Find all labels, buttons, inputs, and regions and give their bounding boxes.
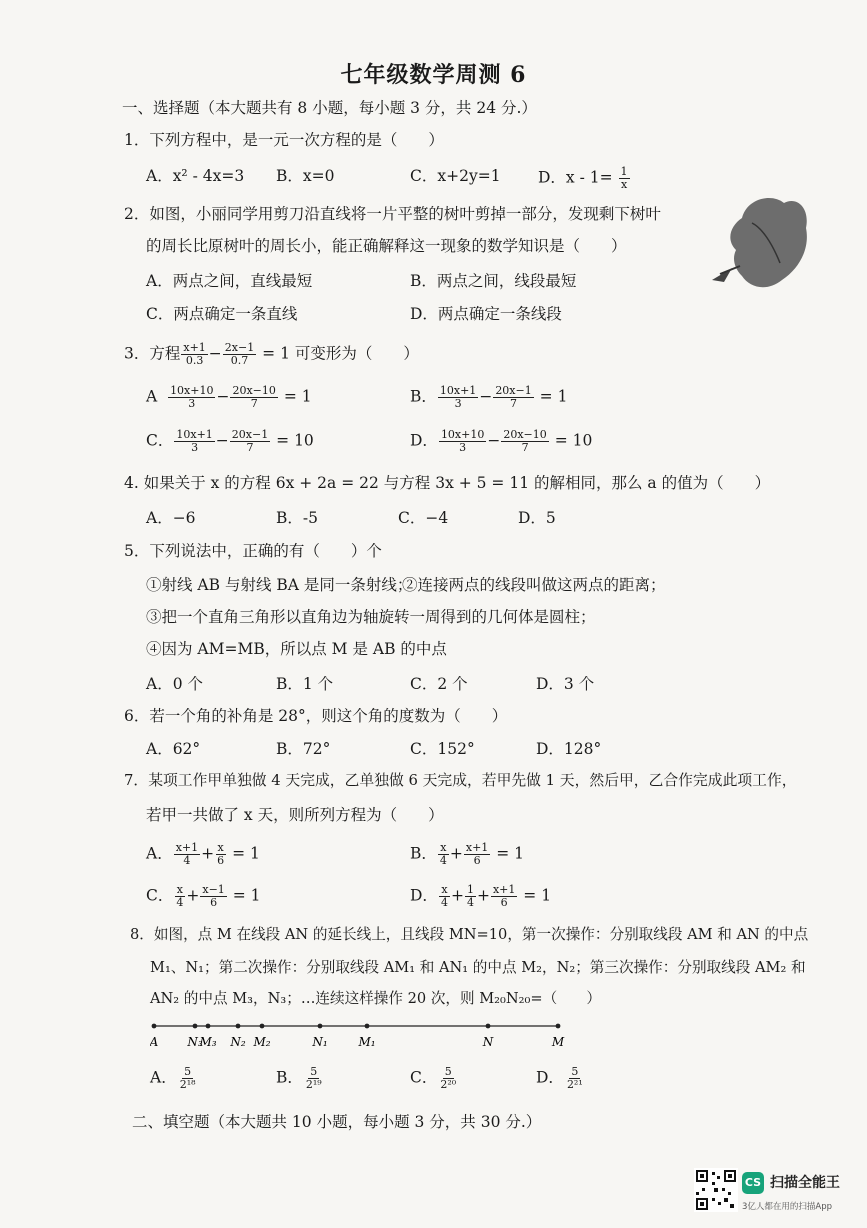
frac bbox=[174, 429, 214, 454]
frac bbox=[493, 385, 533, 410]
frac bbox=[438, 1066, 458, 1091]
frac-den: 4 bbox=[439, 854, 447, 867]
q8-stem-line3: AN₂ 的中点 M₃，N₃；…连续这样操作 20 次，则 M₂₀N₂₀=（ ） bbox=[150, 990, 601, 1007]
q3-option-a bbox=[146, 385, 312, 410]
frac bbox=[200, 884, 226, 909]
frac-num: 20x−1 bbox=[231, 428, 269, 441]
plus: + bbox=[449, 844, 463, 863]
q2-option-a: A．两点之间，直线最短 bbox=[146, 272, 313, 290]
q2-option-c: C．两点确定一条直线 bbox=[146, 305, 298, 323]
frac-num: x+1 bbox=[183, 341, 206, 354]
q3-frac-1 bbox=[181, 342, 207, 367]
rhs: = 1 bbox=[496, 844, 525, 863]
frac-num: x+1 bbox=[492, 883, 516, 896]
frac-num: 20x−10 bbox=[232, 384, 276, 397]
frac bbox=[178, 1066, 198, 1091]
q3-option-c bbox=[146, 429, 314, 454]
frac bbox=[465, 884, 476, 909]
q3-stem-suffix: = 1 可变形为（ ） bbox=[262, 344, 419, 363]
scanner-tagline: 3亿人都在用的扫描App bbox=[742, 1202, 833, 1212]
q7-option-b bbox=[410, 842, 524, 867]
frac bbox=[439, 429, 486, 454]
frac bbox=[439, 884, 450, 909]
rhs: = 1 bbox=[232, 844, 260, 863]
option-label: D． bbox=[536, 1068, 564, 1087]
frac-den: 3 bbox=[454, 397, 462, 410]
rhs: = 1 bbox=[283, 387, 312, 406]
frac-den: 2²⁰ bbox=[440, 1078, 457, 1091]
frac-num: 5 bbox=[444, 1065, 452, 1078]
plus: + bbox=[201, 844, 215, 863]
segment-point bbox=[236, 1024, 241, 1029]
frac bbox=[230, 429, 270, 454]
q7-option-a bbox=[146, 842, 260, 867]
q1-stem: 1．下列方程中，是一元一次方程的是（ ） bbox=[124, 131, 444, 149]
frac-num: x bbox=[441, 883, 448, 896]
frac-den: 2¹⁸ bbox=[179, 1078, 196, 1091]
plus: + bbox=[186, 886, 200, 905]
option-label: C． bbox=[410, 1068, 438, 1087]
leaf-figure bbox=[712, 188, 812, 298]
q8-option-a bbox=[150, 1066, 199, 1091]
frac-den: 3 bbox=[191, 441, 199, 454]
q7-stem-line2: 若甲一共做了 x 天，则所列方程为（ ） bbox=[146, 806, 444, 824]
frac-den: 7 bbox=[246, 441, 254, 454]
frac-num: 10x+1 bbox=[176, 428, 213, 441]
frac-num: x+1 bbox=[175, 841, 199, 854]
frac-num: x+1 bbox=[465, 841, 489, 854]
frac-num: 5 bbox=[310, 1065, 318, 1078]
segment-point-label: M₂ bbox=[253, 1035, 271, 1049]
frac bbox=[215, 842, 226, 867]
q8-stem-line2: M₁、N₁；第二次操作：分别取线段 AM₁ 和 AN₁ 的中点 M₂，N₂；第三次操作：分别取线段 AM₂ 和 bbox=[150, 959, 806, 976]
frac-num: 10x+10 bbox=[440, 428, 485, 441]
frac-den: 3 bbox=[459, 441, 467, 454]
frac-den: 4 bbox=[183, 854, 191, 867]
frac-den: 6 bbox=[217, 854, 225, 867]
q1-option-a: A．x² - 4x=3 bbox=[146, 167, 245, 185]
q5-statement-1: ①射线 AB 与射线 BA 是同一条射线； bbox=[146, 576, 413, 594]
frac bbox=[304, 1066, 324, 1091]
q8-option-c bbox=[410, 1066, 459, 1091]
minus: − bbox=[487, 431, 501, 450]
q4-stem: 4. 如果关于 x 的方程 6x + 2a = 22 与方程 3x + 5 = 11 的解相同，那么 a 的值为（ ） bbox=[124, 474, 771, 492]
frac-num: 2x−1 bbox=[224, 341, 255, 354]
q7-stem-line1: 7．某项工作甲单独做 4 天完成，乙单独做 6 天完成，若甲先做 1 天，然后甲，乙合作完成此项工作， bbox=[124, 772, 797, 789]
segment-point bbox=[206, 1024, 211, 1029]
section2-header: 二、填空题（本大题共 10 小题，每小题 3 分，共 30 分.） bbox=[132, 1113, 542, 1131]
segment-point-label: M₃ bbox=[199, 1035, 217, 1049]
q3-option-d bbox=[410, 429, 592, 454]
segment-point bbox=[152, 1024, 157, 1029]
page-title: 七年级数学周测 6 bbox=[340, 62, 527, 88]
segment-point-label: N₂ bbox=[230, 1035, 246, 1049]
frac-num: 20x−1 bbox=[495, 384, 532, 397]
frac-den: 4 bbox=[176, 896, 184, 909]
q5-option-a: A．0 个 bbox=[146, 675, 203, 693]
frac-num: x bbox=[217, 841, 224, 854]
frac-den: 4 bbox=[440, 896, 448, 909]
q2-option-d: D．两点确定一条线段 bbox=[410, 305, 562, 323]
frac bbox=[230, 385, 277, 410]
segment-point bbox=[318, 1024, 323, 1029]
segment-point bbox=[486, 1024, 491, 1029]
segment-point bbox=[193, 1024, 198, 1029]
frac-num: x bbox=[176, 883, 183, 896]
segment-point-label: N₃ bbox=[187, 1035, 203, 1049]
q5-option-b: B．1 个 bbox=[276, 675, 334, 693]
frac-num: 10x+10 bbox=[170, 384, 214, 397]
option-label: A． bbox=[146, 844, 173, 863]
q8-option-b bbox=[276, 1066, 325, 1091]
option-label: D． bbox=[410, 886, 438, 905]
frac bbox=[491, 884, 517, 909]
frac-den: 4 bbox=[466, 896, 474, 909]
q3-option-b bbox=[410, 385, 567, 410]
q2-stem-line1: 2．如图，小丽同学用剪刀沿直线将一片平整的树叶剪掉一部分，发现剩下树叶 bbox=[124, 205, 661, 223]
q8-stem-line1: 8．如图，点 M 在线段 AN 的延长线上，且线段 MN=10，第一次操作：分别取线段 AM 和 AN 的中点 bbox=[130, 926, 809, 943]
segment-point bbox=[365, 1024, 370, 1029]
frac-num: 20x−10 bbox=[503, 428, 547, 441]
plus: + bbox=[476, 886, 490, 905]
segment-point-label: N₁ bbox=[312, 1035, 328, 1049]
q1-option-b: B．x=0 bbox=[276, 167, 335, 185]
q5-statement-4: ④因为 AM=MB，所以点 M 是 AB 的中点 bbox=[146, 640, 447, 658]
frac-den: 2¹⁹ bbox=[305, 1078, 322, 1091]
option-label: B． bbox=[276, 1068, 303, 1087]
option-label: C． bbox=[146, 886, 174, 905]
frac-den: 2²¹ bbox=[566, 1078, 583, 1091]
rhs: = 10 bbox=[276, 431, 314, 450]
minus: − bbox=[216, 387, 230, 406]
frac bbox=[174, 884, 185, 909]
frac-den: x bbox=[620, 178, 628, 191]
frac bbox=[565, 1066, 585, 1091]
frac-den: 0.7 bbox=[230, 354, 249, 367]
frac-num: 10x+1 bbox=[439, 384, 477, 397]
q8-option-d bbox=[536, 1066, 586, 1091]
frac-den: 7 bbox=[521, 441, 529, 454]
frac-den: 7 bbox=[250, 397, 258, 410]
q4-option-a: A．−6 bbox=[146, 509, 196, 527]
option-label: D． bbox=[410, 431, 438, 450]
q1-option-c: C．x+2y=1 bbox=[410, 167, 501, 185]
q3-frac-2 bbox=[223, 342, 256, 367]
frac bbox=[438, 385, 478, 410]
frac-den: 6 bbox=[473, 854, 481, 867]
q6-option-d: D．128° bbox=[536, 740, 602, 758]
segment-point bbox=[260, 1024, 265, 1029]
q4-option-b: B．-5 bbox=[276, 509, 318, 527]
segment-points bbox=[150, 1024, 565, 1049]
option-label: B． bbox=[410, 844, 437, 863]
cs-logo-icon: CS bbox=[742, 1172, 764, 1194]
plus: + bbox=[450, 886, 464, 905]
frac-den: 0.3 bbox=[185, 354, 204, 367]
q1-option-d bbox=[538, 166, 631, 191]
q3-stem bbox=[124, 342, 419, 367]
q5-statement-3: ③把一个直角三角形以直角边为轴旋转一周得到的几何体是圆柱； bbox=[146, 608, 596, 626]
segment-point-label: N bbox=[482, 1035, 494, 1049]
qr-code-icon bbox=[694, 1168, 738, 1212]
q2-option-b: B．两点之间，线段最短 bbox=[410, 272, 577, 290]
q5-option-c: C．2 个 bbox=[410, 675, 468, 693]
minus: − bbox=[215, 431, 229, 450]
q5-statement-2: ②连接两点的线段叫做这两点的距离； bbox=[402, 576, 666, 594]
frac-num: 1 bbox=[466, 883, 474, 896]
segment-point-label: M bbox=[551, 1035, 565, 1049]
q6-stem: 6．若一个角的补角是 28°，则这个角的度数为（ ） bbox=[124, 707, 508, 725]
q7-option-d bbox=[410, 884, 551, 909]
q1-option-d-fraction bbox=[619, 166, 630, 191]
frac-num: x bbox=[440, 841, 447, 854]
q3-stem-prefix: 3．方程 bbox=[124, 344, 181, 363]
section1-header: 一、选择题（本大题共有 8 小题，每小题 3 分，共 24 分.） bbox=[122, 99, 537, 117]
segment-point bbox=[556, 1024, 561, 1029]
q1-option-d-text: D．x - 1= bbox=[538, 168, 613, 187]
segment-figure bbox=[150, 1010, 570, 1060]
frac-num: 1 bbox=[620, 165, 628, 178]
rhs: = 1 bbox=[523, 886, 552, 905]
frac bbox=[501, 429, 548, 454]
q6-option-a: A．62° bbox=[146, 740, 201, 758]
rhs: = 1 bbox=[232, 886, 261, 905]
frac bbox=[464, 842, 490, 867]
frac-den: 6 bbox=[500, 896, 508, 909]
rhs: = 1 bbox=[539, 387, 568, 406]
option-label: B． bbox=[410, 387, 437, 406]
q6-option-c: C．152° bbox=[410, 740, 475, 758]
scanner-brand-name: 扫描全能王 bbox=[770, 1175, 840, 1191]
q4-option-d: D．5 bbox=[518, 509, 556, 527]
option-label: C． bbox=[146, 431, 174, 450]
option-label: A bbox=[146, 387, 158, 406]
segment-point-label: A bbox=[150, 1035, 159, 1049]
frac-num: 5 bbox=[184, 1065, 192, 1078]
q5-option-d: D．3 个 bbox=[536, 675, 595, 693]
q4-option-c: C．−4 bbox=[398, 509, 449, 527]
q6-option-b: B．72° bbox=[276, 740, 331, 758]
option-label: A． bbox=[150, 1068, 177, 1087]
frac-num: 5 bbox=[571, 1065, 579, 1078]
frac-den: 6 bbox=[210, 896, 218, 909]
frac bbox=[174, 842, 200, 867]
q7-option-c bbox=[146, 884, 261, 909]
q2-stem-line2: 的周长比原树叶的周长小，能正确解释这一现象的数学知识是（ ） bbox=[146, 237, 627, 255]
rhs: = 10 bbox=[554, 431, 593, 450]
segment-point-label: M₁ bbox=[358, 1035, 376, 1049]
frac-den: 3 bbox=[188, 397, 196, 410]
q3-minus: − bbox=[208, 344, 222, 363]
frac-num: x−1 bbox=[202, 883, 225, 896]
frac bbox=[438, 842, 449, 867]
frac bbox=[168, 385, 215, 410]
frac-den: 7 bbox=[510, 397, 518, 410]
minus: − bbox=[479, 387, 493, 406]
q5-stem: 5．下列说法中，正确的有（ ）个 bbox=[124, 542, 382, 560]
